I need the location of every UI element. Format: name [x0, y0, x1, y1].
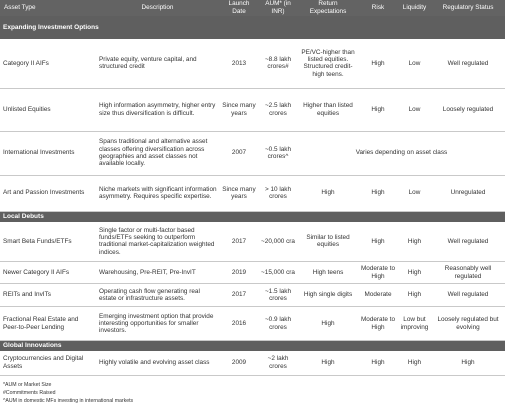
header-asset-type: Asset Type — [0, 0, 95, 16]
header-liquidity: Liquidity — [398, 0, 431, 16]
regulatory-cell: High — [431, 351, 505, 375]
table-row — [0, 175, 505, 211]
table-row — [0, 284, 505, 307]
asset-type-cell: Fractional Real Estate and Peer-to-Peer Lending — [0, 307, 95, 341]
risk-cell: High — [358, 88, 398, 131]
aum-cell: ~2.5 lakh crores — [258, 88, 298, 131]
asset-type-cell: Category II AIFs — [0, 39, 95, 88]
return-cell: High — [298, 307, 358, 341]
regulatory-cell: Reasonably well regulated — [431, 262, 505, 284]
description-cell: Spans traditional and alternative asset classes offering diversification across geographies and asset classes not available locally. — [95, 131, 220, 175]
liquidity-cell: Low but improving — [398, 307, 431, 341]
aum-cell: ~0.5 lakh crores^ — [258, 131, 298, 175]
footnote: #Commitments Raised — [3, 390, 56, 396]
asset-type-cell: REITs and InvITs — [0, 284, 95, 307]
section-header-row — [0, 341, 505, 352]
description-cell: Emerging investment option that provide interesting opportunities for smaller investors. — [95, 307, 220, 341]
launch-date-cell: 2017 — [220, 284, 258, 307]
table-row — [0, 131, 505, 175]
section-title: Local Debuts — [0, 211, 505, 222]
description-cell: Niche markets with significant information asymmetry. Requires specific expertise. — [95, 175, 220, 211]
asset-type-cell: Newer Category II AIFs — [0, 262, 95, 284]
aum-cell: ~20,000 cra — [258, 222, 298, 262]
asset-type-cell: International Investments — [0, 131, 95, 175]
aum-cell: ~8.8 lakh crores# — [258, 39, 298, 88]
description-cell: Warehousing, Pre-REIT, Pre-InvIT — [95, 262, 220, 284]
liquidity-cell: Low — [398, 88, 431, 131]
regulatory-cell: Loosely regulated — [431, 88, 505, 131]
table-row — [0, 222, 505, 262]
liquidity-cell: High — [398, 284, 431, 307]
header-launch-date: Launch Date — [220, 0, 258, 16]
table-row — [0, 262, 505, 284]
regulatory-cell: Loosely regulated but evolving — [431, 307, 505, 341]
launch-date-cell: Since many years — [220, 175, 258, 211]
description-cell: High information asymmetry, higher entry size thus diversification is difficult. — [95, 88, 220, 131]
risk-cell: Moderate to High — [358, 262, 398, 284]
launch-date-cell: 2009 — [220, 351, 258, 375]
section-header-row — [0, 211, 505, 222]
header-regulatory-status: Regulatory Status — [431, 0, 505, 16]
aum-cell: ~2 lakh crores — [258, 351, 298, 375]
return-varies-cell: Varies depending on asset class — [298, 131, 505, 175]
header-return-expectations: Return Expectations — [298, 0, 358, 16]
launch-date-cell: 2013 — [220, 39, 258, 88]
header-risk: Risk — [358, 0, 398, 16]
launch-date-cell: 2007 — [220, 131, 258, 175]
risk-cell: Moderate — [358, 284, 398, 307]
launch-date-cell: 2016 — [220, 307, 258, 341]
regulatory-cell: Unregulated — [431, 175, 505, 211]
table-row — [0, 307, 505, 341]
liquidity-cell: High — [398, 351, 431, 375]
return-cell: Higher than listed equities — [298, 88, 358, 131]
regulatory-cell: Well regulated — [431, 284, 505, 307]
table-row — [0, 88, 505, 131]
return-cell: Similar to listed equities — [298, 222, 358, 262]
launch-date-cell: 2017 — [220, 222, 258, 262]
return-cell: PE/VC-higher than listed equities. Structured credit-high teens. — [298, 39, 358, 88]
description-cell: Highly volatile and evolving asset class — [95, 351, 220, 375]
description-cell: Private equity, venture capital, and structured credit — [95, 39, 220, 88]
footnotes — [3, 381, 133, 405]
return-cell: High single digits — [298, 284, 358, 307]
liquidity-cell: Low — [398, 175, 431, 211]
section-title: Expanding Investment Options — [0, 16, 505, 39]
launch-date-cell: 2019 — [220, 262, 258, 284]
section-header-row — [0, 16, 505, 39]
risk-cell: Moderate to High — [358, 307, 398, 341]
risk-cell: High — [358, 39, 398, 88]
regulatory-cell: Well regulated — [431, 222, 505, 262]
asset-type-cell: Cryptocurrencies and Digital Assets — [0, 351, 95, 375]
regulatory-cell: Well regulated — [431, 39, 505, 88]
risk-cell: High — [358, 175, 398, 211]
asset-type-cell: Unlisted Equities — [0, 88, 95, 131]
table-row — [0, 351, 505, 375]
footnote: ^AUM in domestic MFs investing in international markets — [3, 398, 134, 404]
return-cell: High — [298, 351, 358, 375]
aum-cell: ~0.9 lakh crores — [258, 307, 298, 341]
aum-cell: ~15,000 cra — [258, 262, 298, 284]
launch-date-cell: Since many years — [220, 88, 258, 131]
return-cell: High teens — [298, 262, 358, 284]
aum-cell: > 10 lakh crores — [258, 175, 298, 211]
risk-cell: High — [358, 222, 398, 262]
liquidity-cell: High — [398, 222, 431, 262]
liquidity-cell: High — [398, 262, 431, 284]
section-title: Global Innovations — [0, 341, 505, 352]
risk-cell: High — [358, 351, 398, 375]
table-row — [0, 39, 505, 88]
return-cell: High — [298, 175, 358, 211]
header-description: Description — [95, 0, 220, 16]
asset-type-cell: Smart Beta Funds/ETFs — [0, 222, 95, 262]
asset-type-cell: Art and Passion Investments — [0, 175, 95, 211]
description-cell: Single factor or multi-factor based funds/ETFs seeking to outperform traditional market-capitalization weighted indices. — [95, 222, 220, 262]
description-cell: Operating cash flow generating real estate or infrastructure assets. — [95, 284, 220, 307]
header-aum: AUM* (in INR) — [258, 0, 298, 16]
footnote: *AUM or Market Size — [3, 382, 52, 388]
table-header-row — [0, 0, 505, 16]
liquidity-cell: Low — [398, 39, 431, 88]
aum-cell: ~1.5 lakh crores — [258, 284, 298, 307]
